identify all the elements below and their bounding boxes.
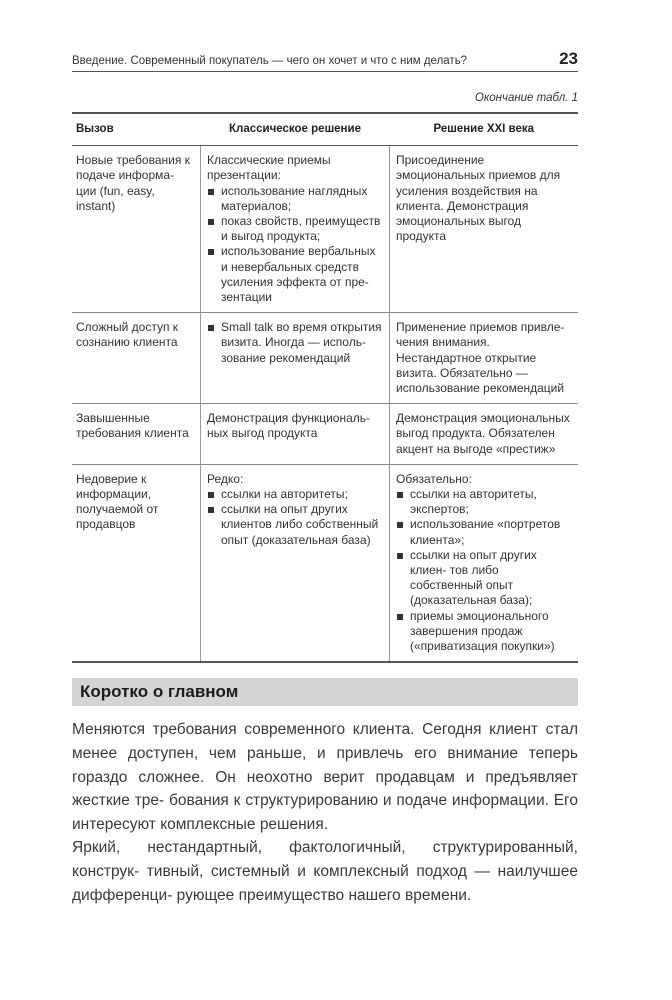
table-caption: Окончание табл. 1 [474, 92, 578, 104]
bullet-item: приемы эмоционального завершения продаж («приватизация покупки») [396, 609, 572, 655]
summary-heading-bar [72, 678, 578, 706]
modern-solution-cell [390, 464, 579, 662]
bullet-item: ссылки на опыт других клиентов либо собственный опыт (доказательная база) [207, 502, 383, 548]
summary-paragraph: Яркий, нестандартный, фактологичный, структурированный, конструк- тивный, системный и комплексный подход — наилучшее дифференци- рующее преимущество нашего времени. [72, 839, 578, 904]
table-header-row [72, 113, 578, 146]
modern-solution-cell-bullet-list [396, 487, 572, 654]
modern-solution-cell-text: Применение приемов привле- чения внимания. Нестандартное открытие визита. Обязательно — использование рекомендаций [396, 320, 565, 396]
column-header-challenge: Вызов [72, 113, 201, 146]
classic-solution-cell-text: Классические приемы презентации: [207, 153, 331, 183]
table-row [72, 464, 578, 662]
challenge-cell: Завышенные требования клиента [72, 404, 201, 465]
modern-solution-cell [390, 404, 579, 465]
running-title: Введение. Современный покупатель — чего он хочет и что с ним делать? [72, 55, 468, 67]
column-header-modern: Решение XXI века [390, 113, 579, 146]
classic-solution-cell [201, 313, 390, 404]
modern-solution-cell-text: Демонстрация эмоциональных выгод продукта. Обязателен акцент на выгоде «престиж» [396, 411, 570, 456]
classic-solution-cell [201, 464, 390, 662]
classic-solution-cell-text: Редко: [207, 471, 244, 486]
table-body [72, 146, 578, 663]
bullet-item: показ свойств, преимуществ и выгод продукта; [207, 214, 383, 244]
bullet-item: использование «портретов клиента»; [396, 517, 572, 547]
bullet-item: использование наглядных материалов; [207, 184, 383, 214]
page-number: 23 [559, 49, 578, 68]
classic-solution-cell-bullet-list [207, 184, 383, 306]
modern-solution-cell-text: Присоединение эмоциональных приемов для усиления воздействия на клиента. Демонстрация эмоциональных выгод продукта [396, 153, 561, 244]
classic-solution-cell-bullet-list [207, 320, 383, 366]
table-row [72, 313, 578, 404]
classic-solution-cell-text: Демонстрация функциональ- ных выгод продукта [207, 411, 371, 441]
classic-solution-cell [201, 146, 390, 313]
bullet-item: ссылки на опыт других клиен- тов либо собственный опыт (доказательная база); [396, 548, 572, 609]
running-header [72, 50, 578, 72]
bullet-item: использование вербальных и невербальных средств усиления эффекта от пре- зентации [207, 244, 383, 305]
summary-paragraph: Меняются требования современного клиента. Сегодня клиент стал менее доступен, чем раньше, и привлечь его внимание теперь гораздо сложнее. Он неохотно верит продавцам и предъявляет жесткие тре- бования к структурированию и подаче информации. Его интересуют комплексные решения. [72, 721, 578, 834]
challenge-cell: Новые требования к подаче информа- ции (fun, easy, instant) [72, 146, 201, 313]
modern-solution-cell [390, 313, 579, 404]
column-header-classic: Классическое решение [201, 113, 390, 146]
modern-solution-cell [390, 146, 579, 313]
challenge-cell: Недоверие к информации, получаемой от продавцов [72, 464, 201, 662]
summary-title: Коротко о главном [80, 682, 239, 701]
modern-solution-cell-text: Обязательно: [396, 471, 472, 486]
challenge-cell: Сложный доступ к сознанию клиента [72, 313, 201, 404]
table-row [72, 404, 578, 465]
table-row [72, 146, 578, 313]
bullet-item: ссылки на авторитеты, экспертов; [396, 487, 572, 517]
bullet-item: Small talk во время открытия визита. Иногда — исполь- зование рекомендаций [207, 320, 383, 366]
classic-solution-cell [201, 404, 390, 465]
bullet-item: ссылки на авторитеты; [207, 487, 383, 502]
challenges-table [72, 112, 578, 663]
classic-solution-cell-bullet-list [207, 487, 383, 548]
